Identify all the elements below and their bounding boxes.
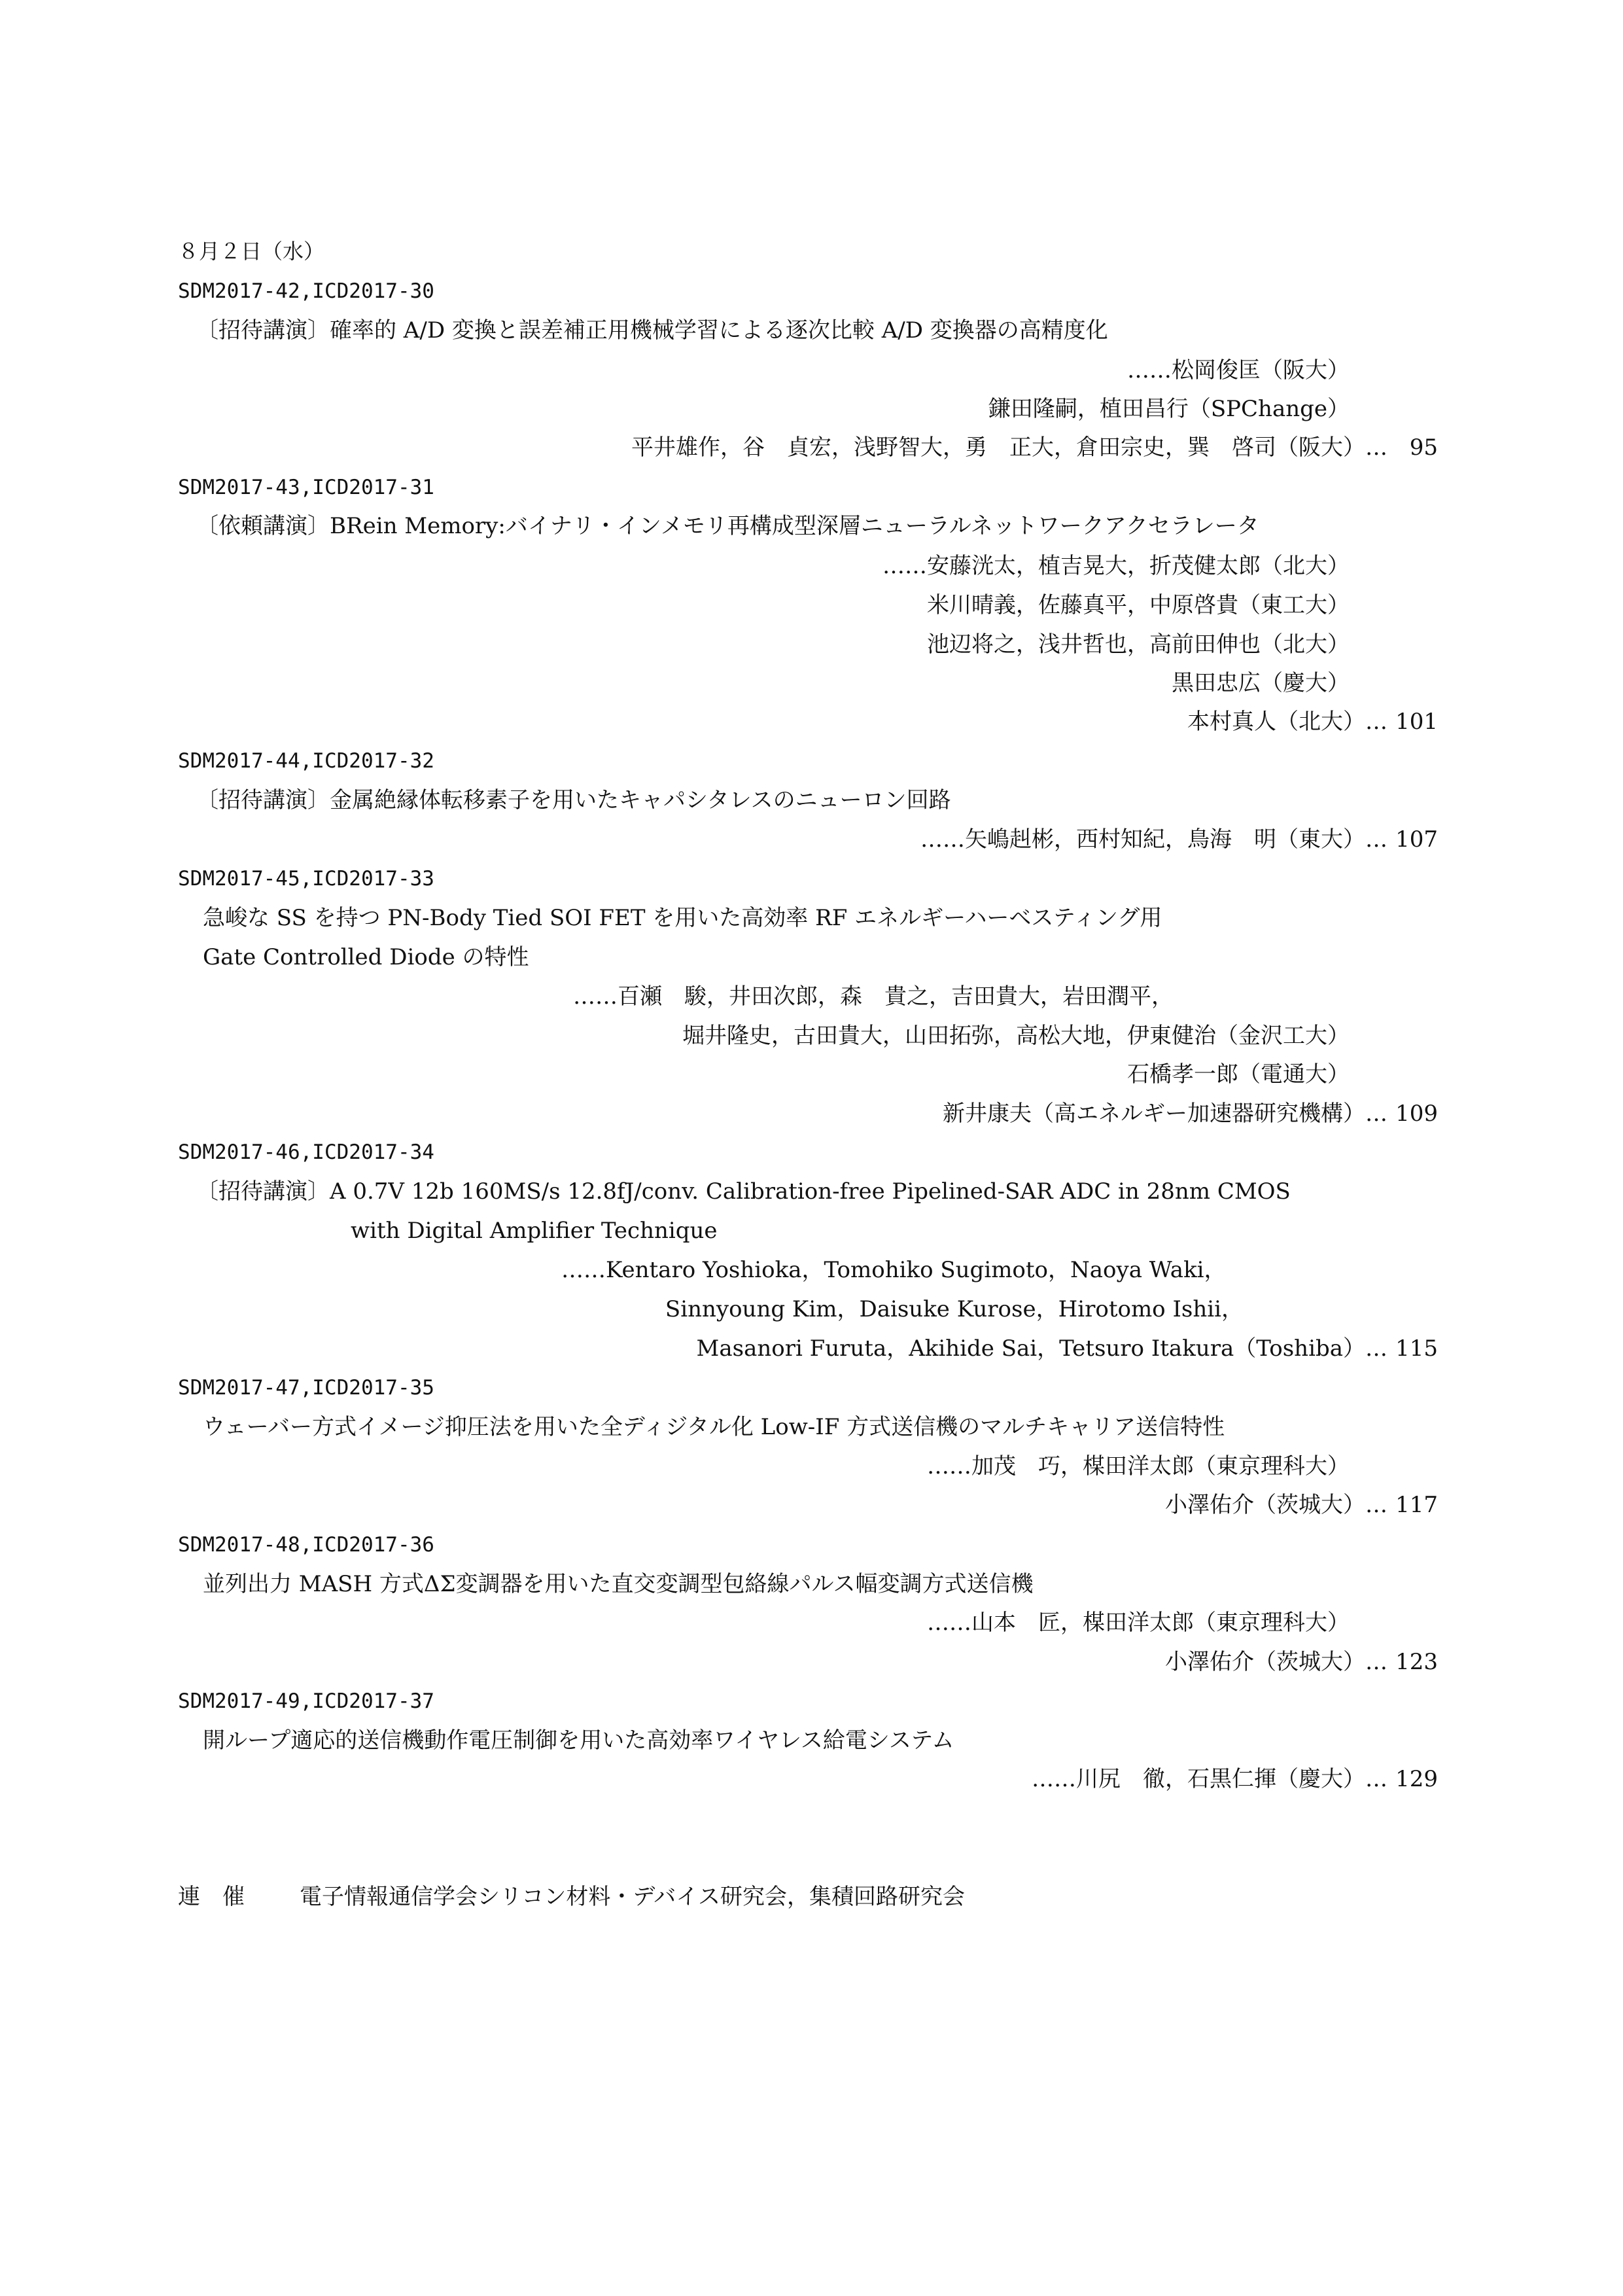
paper-authors: 小澤佑介（茨城大）… [1165, 1649, 1387, 1675]
paper-title: 開ループ適応的送信機動作電圧制御を用いた高効率ワイヤレス給電システム [203, 1727, 954, 1754]
paper-authors: ……Kentaro Yoshioka，Tomohiko Sugimoto，Naoya Waki， [561, 1257, 1227, 1283]
date-heading: ８月２日（水） [178, 239, 325, 264]
page-number: 115 [1395, 1335, 1438, 1362]
paper-authors: 堀井隆史，古田貴大，山田拓弥，高松大地，伊東健治（金沢工大） [682, 1023, 1350, 1049]
paper-authors: 池辺将之，浅井哲也，高前田伸也（北大） [927, 631, 1350, 658]
paper-authors: Masanori Furuta，Akihide Sai，Tetsuro Itakura（Toshiba）… [696, 1335, 1387, 1362]
paper-id: SDM2017-45,ICD2017-33 [178, 867, 434, 891]
paper-authors: 石橋孝一郎（電通大） [1127, 1061, 1350, 1087]
paper-authors: ……川尻 徹，石黒仁揮（慶大）… [1032, 1766, 1387, 1792]
paper-authors: 小澤佑介（茨城大）… [1165, 1492, 1387, 1518]
paper-title: 〔招待講演〕A 0.7V 12b 160MS/s 12.8fJ/conv. Calibration-free Pipelined-SAR ADC in 28nm CMOS [196, 1178, 1291, 1205]
paper-authors: ……加茂 巧，楳田洋太郎（東京理科大） [927, 1453, 1350, 1479]
page-number: 101 [1395, 709, 1438, 735]
paper-authors: ……百瀬 駿，井田次郎，森 貴之，吉田貴大，岩田潤平， [573, 983, 1174, 1010]
paper-title: 〔依頼講演〕BRein Memory:バイナリ・インメモリ再構成型深層ニューラルネットワークアクセラレータ [196, 513, 1259, 539]
paper-authors: 本村真人（北大）… [1187, 709, 1387, 735]
page-number: 123 [1395, 1649, 1438, 1675]
page-number: 95 [1409, 434, 1438, 461]
cosponsor-label: 連 催 [178, 1884, 245, 1910]
paper-authors: 新井康夫（高エネルギー加速器研究機構）… [943, 1101, 1387, 1127]
paper-authors: ……山本 匠，楳田洋太郎（東京理科大） [927, 1610, 1350, 1636]
paper-authors: ……安藤洸太，植吉晃大，折茂健太郎（北大） [882, 553, 1350, 579]
paper-id: SDM2017-44,ICD2017-32 [178, 749, 434, 773]
paper-id: SDM2017-47,ICD2017-35 [178, 1376, 434, 1400]
page-number: 117 [1395, 1492, 1438, 1518]
paper-authors: 鎌田隆嗣，植田昌行（SPChange） [988, 396, 1350, 422]
paper-authors: 黒田忠広（慶大） [1172, 670, 1350, 696]
paper-authors: 平井雄作，谷 貞宏，浅野智大，勇 正大，倉田宗史，巽 啓司（阪大）… [631, 434, 1387, 461]
paper-title: 並列出力 MASH 方式ΔΣ変調器を用いた直交変調型包絡線パルス幅変調方式送信機 [203, 1571, 1034, 1597]
paper-id: SDM2017-48,ICD2017-36 [178, 1533, 434, 1557]
paper-title: with Digital Amplifier Technique [351, 1218, 718, 1244]
paper-title: Gate Controlled Diode の特性 [203, 944, 529, 970]
paper-authors: 米川晴義，佐藤真平，中原啓貴（東工大） [927, 592, 1350, 618]
paper-title: ウェーバー方式イメージ抑圧法を用いた全ディジタル化 Low-IF 方式送信機のマルチキャリア送信特性 [203, 1414, 1225, 1440]
paper-id: SDM2017-46,ICD2017-34 [178, 1140, 434, 1164]
page-number: 129 [1395, 1766, 1438, 1792]
paper-authors: ……松岡俊匡（阪大） [1127, 357, 1350, 383]
paper-authors: ……矢嶋赳彬，西村知紀，鳥海 明（東大）… [920, 826, 1387, 853]
paper-title: 〔招待講演〕金属絶縁体転移素子を用いたキャパシタレスのニューロン回路 [196, 787, 951, 813]
paper-id: SDM2017-49,ICD2017-37 [178, 1689, 434, 1713]
paper-title: 急峻な SS を持つ PN-Body Tied SOI FET を用いた高効率 RF エネルギーハーベスティング用 [203, 905, 1162, 931]
paper-id: SDM2017-42,ICD2017-30 [178, 279, 434, 303]
paper-id: SDM2017-43,ICD2017-31 [178, 476, 434, 499]
cosponsor-text: 電子情報通信学会シリコン材料・デバイス研究会，集積回路研究会 [300, 1884, 965, 1910]
page-number: 109 [1395, 1101, 1438, 1127]
paper-authors: Sinnyoung Kim，Daisuke Kurose，Hirotomo Ishii， [665, 1296, 1244, 1322]
page-number: 107 [1395, 826, 1438, 853]
paper-title: 〔招待講演〕確率的 A/D 変換と誤差補正用機械学習による逐次比較 A/D 変換器の高精度化 [196, 317, 1108, 344]
